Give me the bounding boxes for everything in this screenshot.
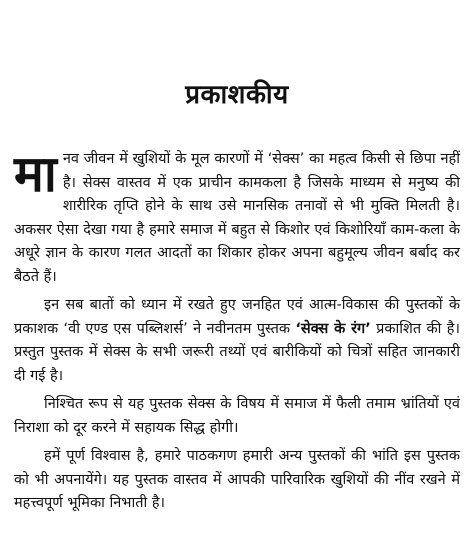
paragraph-4 [14,445,460,516]
page-title: प्रकाशकीय [185,80,289,110]
body-text [14,145,460,521]
paragraph-2-text-after: प्रकाशित की है। प्रस्तुत पुस्तक में सेक्स के सभी जरूरी तथ्यों एवं बारीकियों को चित्रों सहित जानकारी दी गई है। [14,320,460,384]
paragraph-2-text-before: इन सब बातों को ध्यान में रखते हुए जनहित एवं आत्म-विकास की पुस्तकों के प्रकाशक ‘वी एण्ड एस पब्लिशर्स’ ने नवीनतम पुस्तक [14,297,460,337]
drop-cap: मा [14,145,57,203]
paragraph-2 [14,294,460,388]
paragraph-3-text: निश्चित रूप से यह पुस्तक सेक्स के विषय में समाज में फैली तमाम भ्रांतियों एवं निराशा को दूर करने में सहायक सिद्ध होगी। [14,396,460,436]
book-title-bold: ‘सेक्स के रंग’ [295,320,371,337]
paragraph-4-text: हमें पूर्ण विश्वास है, हमारे पाठकगण हमारी अन्य पुस्तकों की भांति इस पुस्तक को भी अपनायेंगे। यह पुस्तक वास्तव में आपकी पारिवारिक खुशियों की नींव रखने में महत्त्वपूर्ण भूमिका निभाती है। [14,448,460,511]
paragraph-3 [14,393,460,440]
paragraph-1 [14,145,460,289]
paragraph-1-text: नव जीवन में खुशियों के मूल कारणों में ‘सेक्स’ का महत्व किसी से छिपा नहीं है। सेक्स वास्तव में एक प्राचीन कामकला है जिसके माध्यम से मनुष्य की शारीरिक तृप्ति होने के साथ उसे मानसिक तनावों से भी मुक्ति मिलती है। अकसर ऐसा देखा गया है हमारे समाज में बहुत से किशोर एवं किशोरियाँ काम-कला के अधूरे ज्ञान के कारण गलत आदतों का शिकार होकर अपना बहुमूल्य जीवन बर्बाद कर बैठते हैं। [14,151,460,285]
